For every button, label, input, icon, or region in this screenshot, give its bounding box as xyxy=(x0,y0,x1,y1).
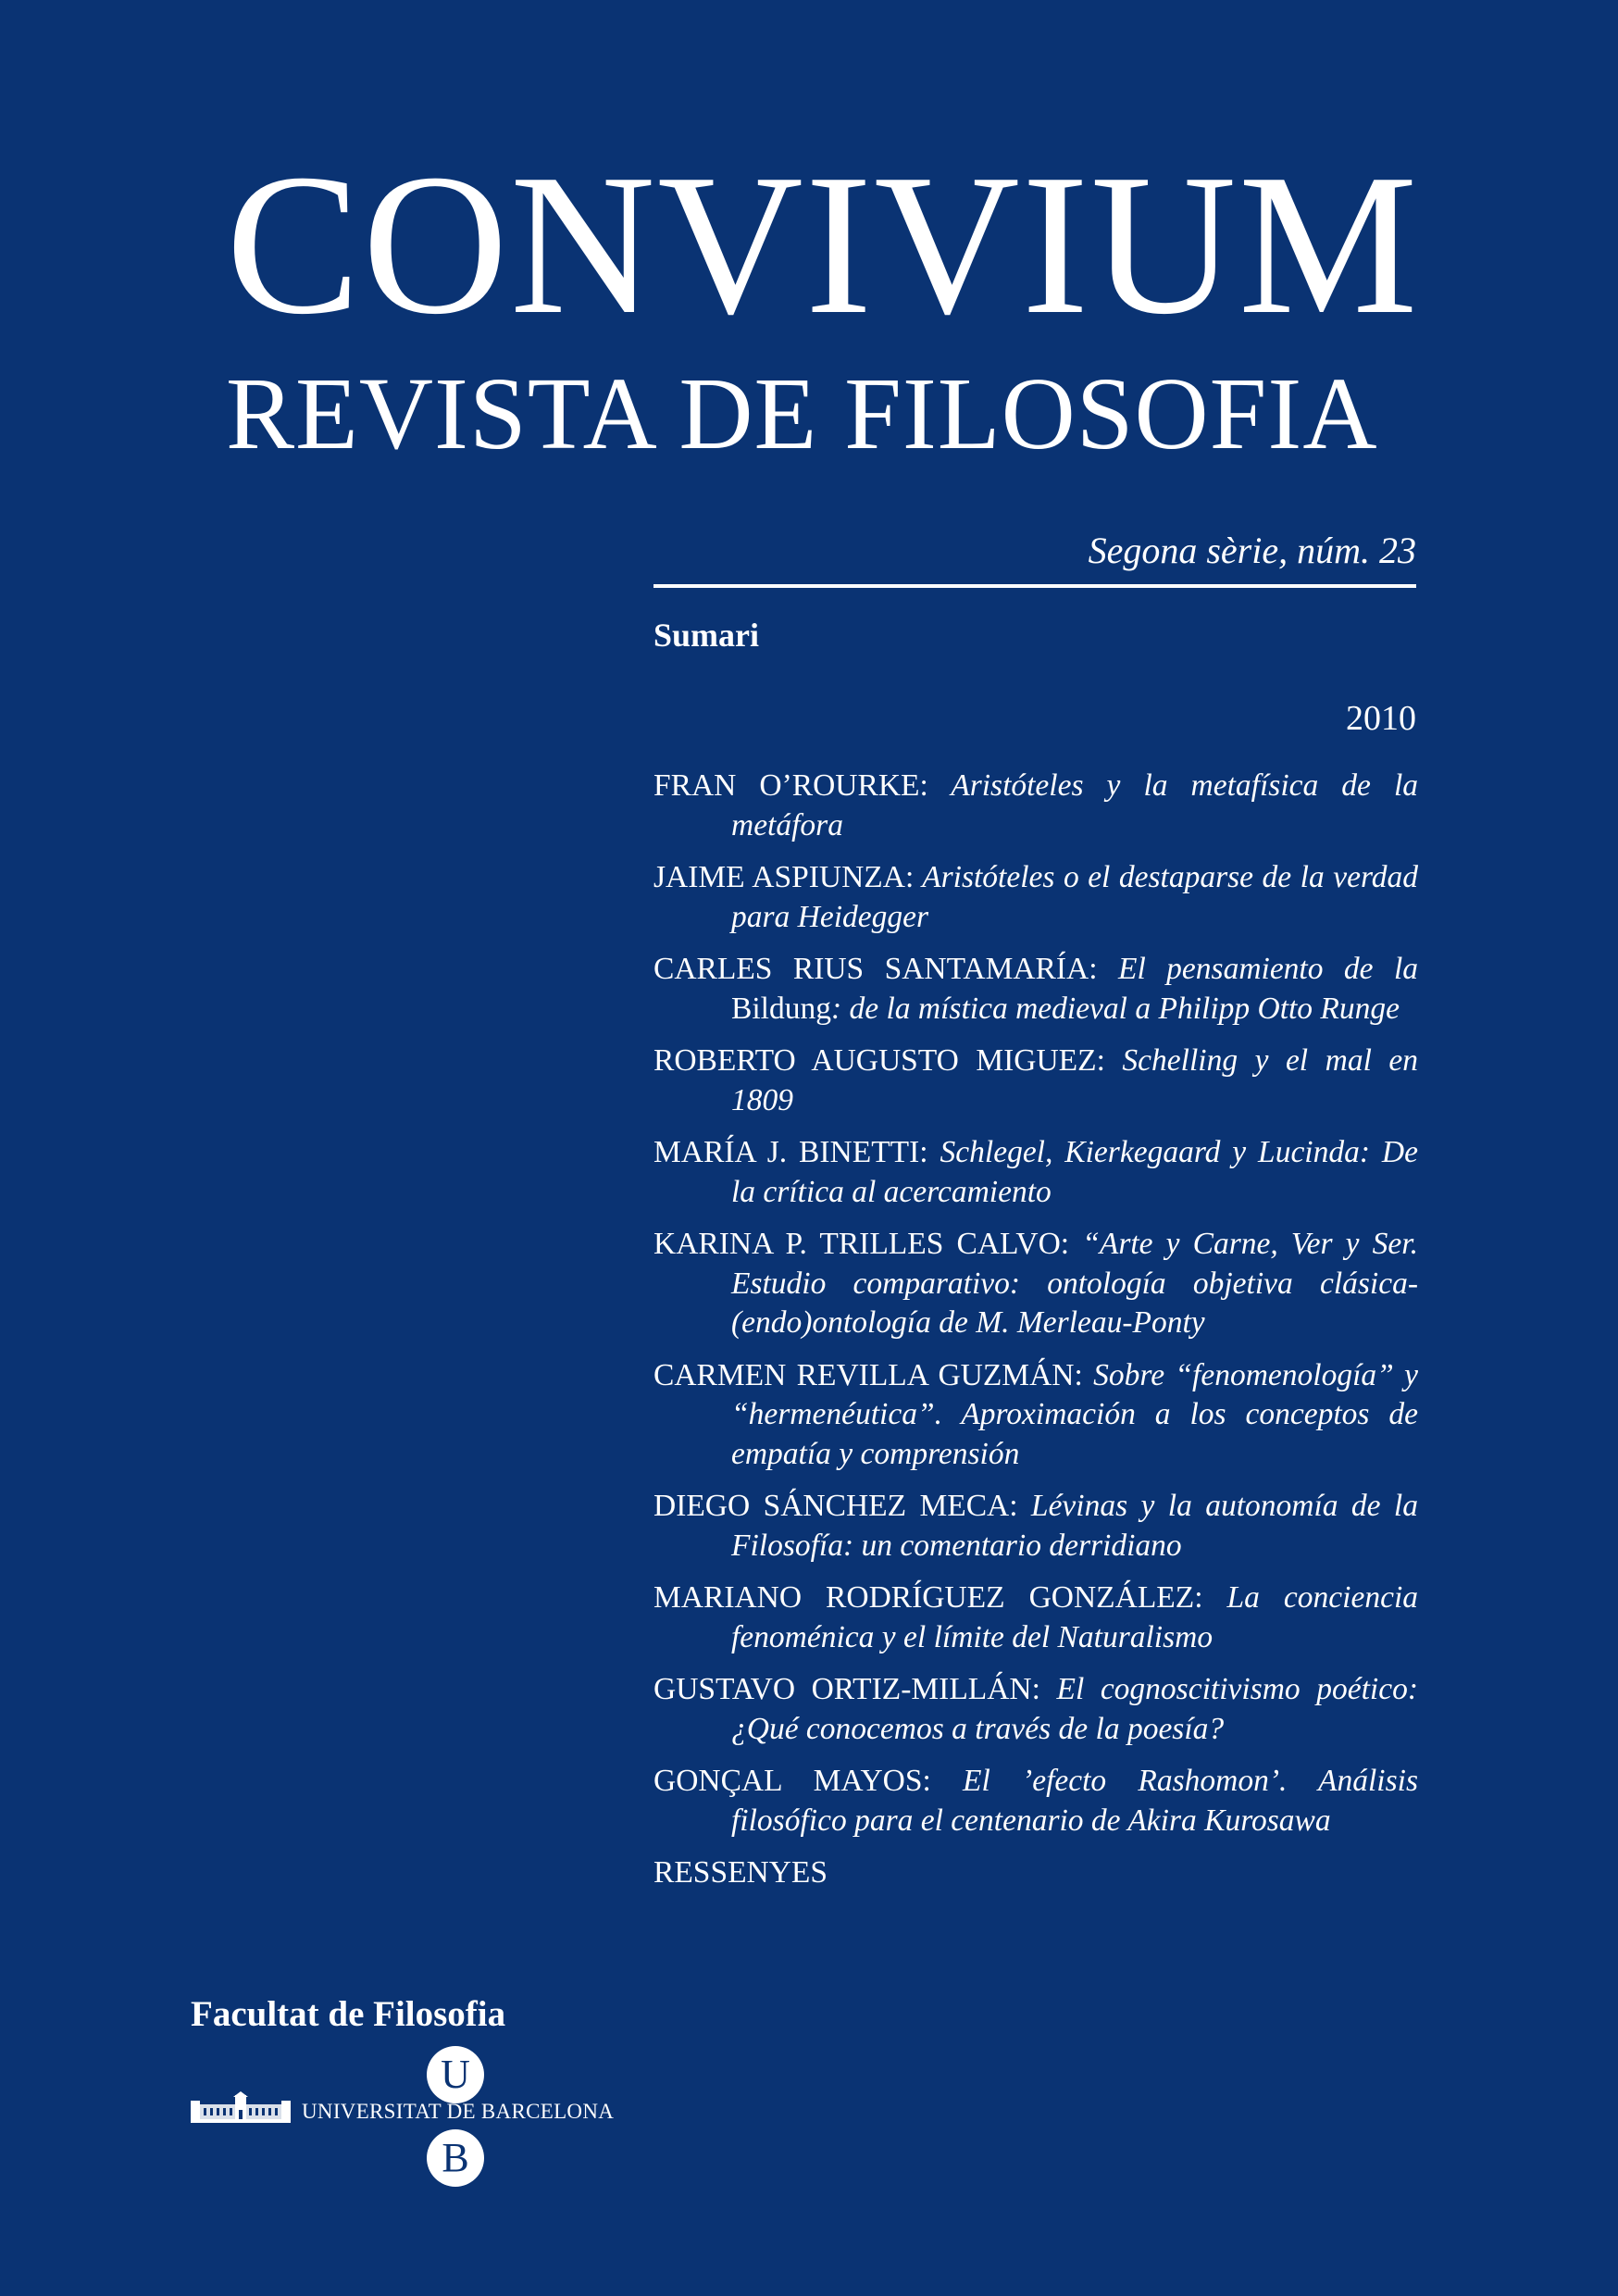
toc-title: El pensamiento de la xyxy=(1097,952,1418,986)
toc-title: Schlegel, Kierkegaard y Lucinda: De la crítica al acercamiento xyxy=(731,1135,1418,1209)
toc-entry xyxy=(653,767,1418,845)
toc-entry xyxy=(653,1133,1418,1212)
faculty-name: Facultat de Filosofia xyxy=(191,1994,506,2034)
ub-logo-b-icon: B xyxy=(427,2129,484,2187)
toc-entry xyxy=(653,1578,1418,1657)
toc-author: DIEGO SÁNCHEZ MECA: xyxy=(653,1489,1018,1523)
toc-author: KARINA P. TRILLES CALVO: xyxy=(653,1227,1070,1261)
toc-title: Sobre “fenomenología” y “hermenéutica”. Aproximación a los conceptos de empatía y comprensión xyxy=(731,1357,1419,1471)
toc-entry xyxy=(653,1042,1418,1120)
toc-entry-reviews xyxy=(653,1853,1418,1893)
toc-entry xyxy=(653,1762,1418,1841)
divider-rule xyxy=(653,584,1416,588)
toc-title: El cognoscitivismo poético: ¿Qué conocemos a través de la poesía? xyxy=(731,1672,1418,1746)
toc-title: El ’efecto Rashomon’. Análisis filosófico para el centenario de Akira Kurosawa xyxy=(731,1764,1418,1838)
toc-author: GONÇAL MAYOS: xyxy=(653,1764,931,1798)
toc-entry xyxy=(653,1225,1418,1343)
toc-author: JAIME ASPIUNZA: xyxy=(653,860,915,894)
issue-series: Segona sèrie, núm. 23 xyxy=(1088,530,1416,571)
toc-entry xyxy=(653,950,1418,1029)
toc-author: MARIANO RODRÍGUEZ GONZÁLEZ: xyxy=(653,1580,1203,1615)
toc-entry xyxy=(653,1487,1418,1566)
toc-title: “Arte y Carne, Ver y Ser. Estudio comparativo: ontología objetiva clásica-(endo)ontología de M. Merleau-Ponty xyxy=(731,1227,1418,1340)
toc-title: Aristóteles y la metafísica de la metáfora xyxy=(731,768,1418,842)
issue-year: 2010 xyxy=(1346,699,1416,738)
journal-subtitle: REVISTA DE FILOSOFIA xyxy=(226,357,1378,471)
toc-author: ROBERTO AUGUSTO MIGUEZ: xyxy=(653,1043,1105,1078)
university-name: UNIVERSITAT DE BARCELONA xyxy=(302,2100,615,2123)
toc-title: Aristóteles o el destaparse de la verdad para Heidegger xyxy=(731,860,1418,934)
toc-title: Schelling y el mal en 1809 xyxy=(731,1043,1418,1117)
toc-entry xyxy=(653,858,1418,937)
contents-heading: Sumari xyxy=(653,617,760,654)
toc-title-roman: Bildung xyxy=(731,991,831,1026)
toc-title: Lévinas y la autonomía de la Filosofía: un comentario derridiano xyxy=(731,1489,1418,1563)
university-building-icon xyxy=(191,2091,291,2123)
toc-author: GUSTAVO ORTIZ-MILLÁN: xyxy=(653,1672,1040,1706)
toc-title: La conciencia fenoménica y el límite del Naturalismo xyxy=(731,1580,1418,1654)
toc-entry xyxy=(653,1356,1418,1475)
toc-author: FRAN O’ROURKE: xyxy=(653,768,928,803)
reviews-label: RESSENYES xyxy=(653,1855,828,1890)
toc-author: CARMEN REVILLA GUZMÁN: xyxy=(653,1357,1083,1392)
table-of-contents xyxy=(653,767,1418,1906)
journal-title: CONVIVIUM xyxy=(226,133,1420,356)
toc-entry xyxy=(653,1670,1418,1749)
toc-author: MARÍA J. BINETTI: xyxy=(653,1135,928,1169)
toc-author: CARLES RIUS SANTAMARÍA: xyxy=(653,952,1098,986)
ub-logo-u-icon: U xyxy=(427,2046,484,2103)
toc-title: : de la mística medieval a Philipp Otto Runge xyxy=(830,991,1400,1026)
